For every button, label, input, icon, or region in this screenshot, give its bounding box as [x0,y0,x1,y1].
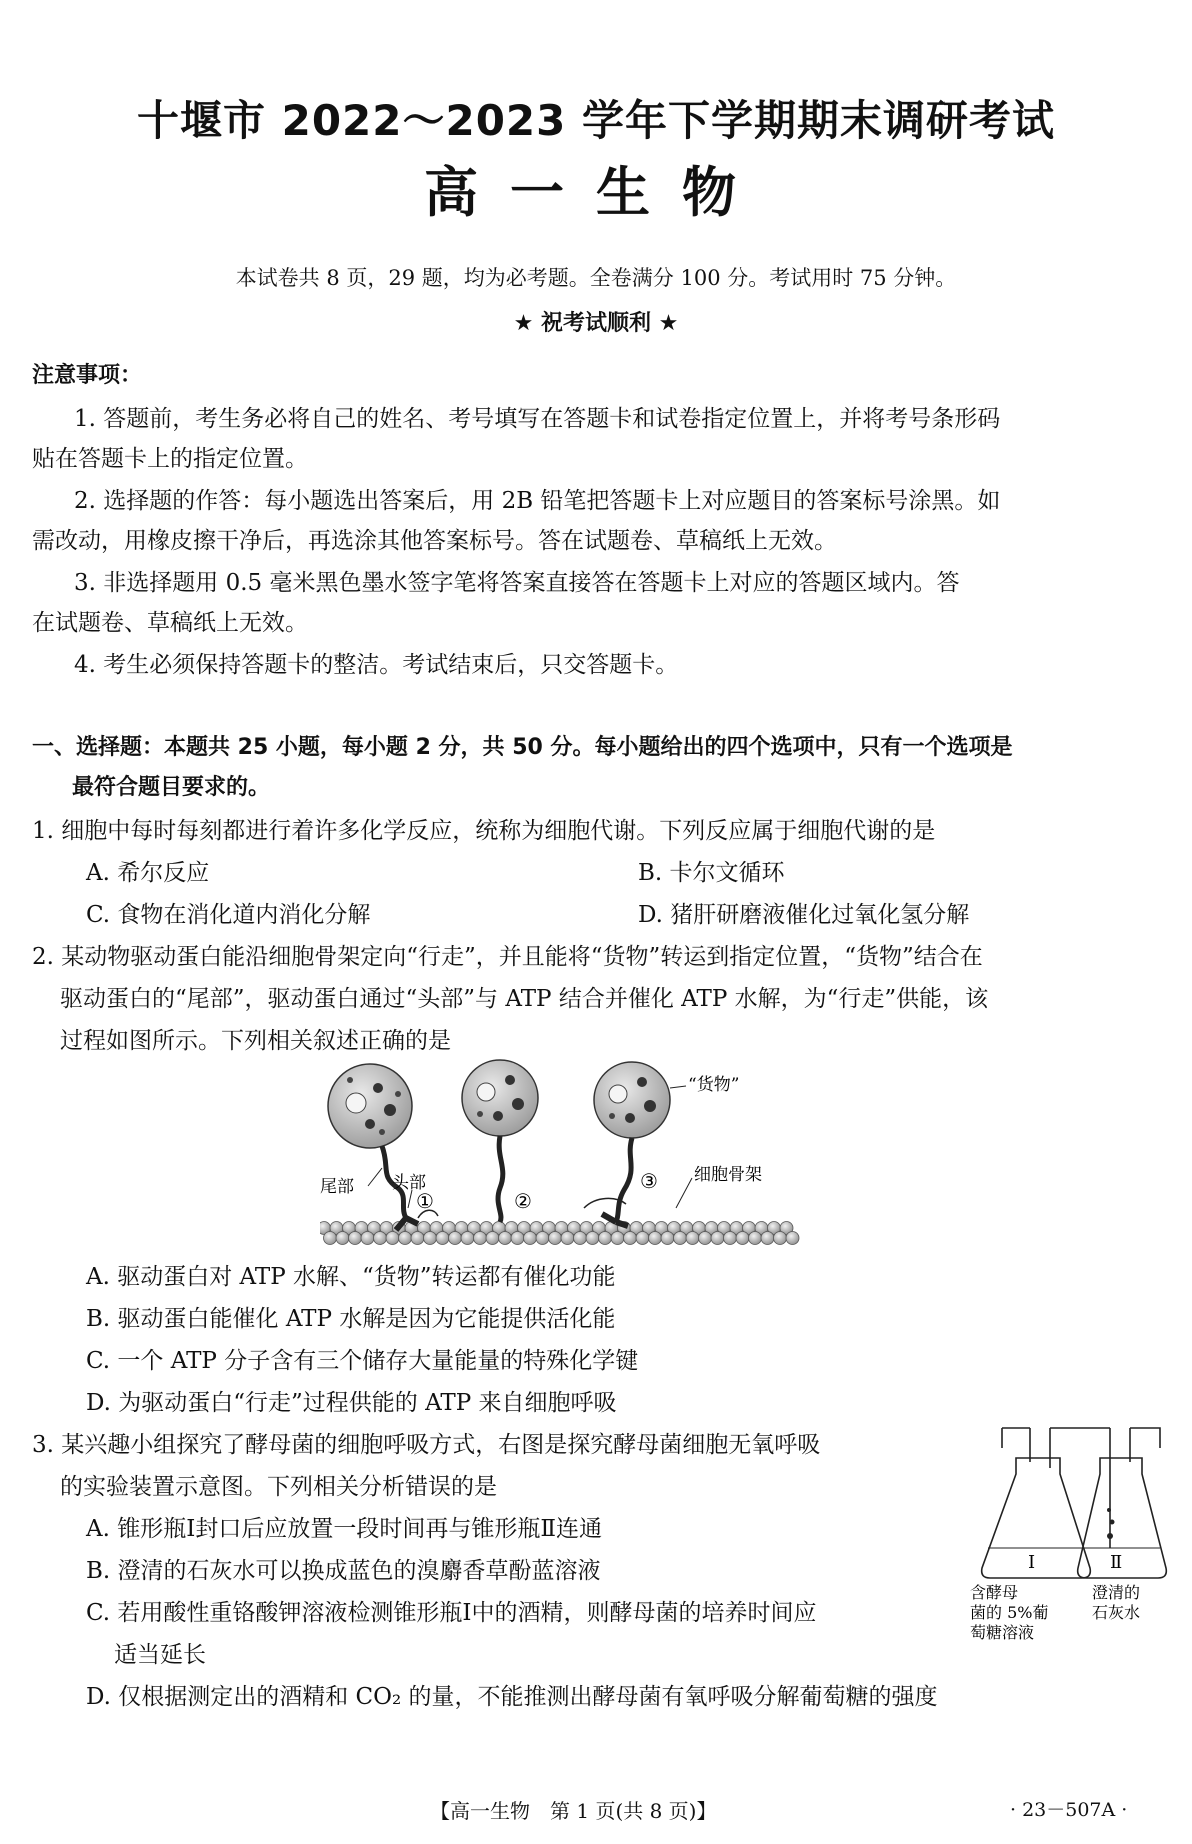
note-3-line-1: 3. 非选择题用 0.5 毫米黑色墨水签字笔将答案直接答在答题卡上对应的答题区域内。答 [74,570,960,596]
cytoskeleton-bead [736,1232,749,1245]
footer-exam-code: · 23－507A · [1010,1799,1128,1821]
exam-title: 十堰市 2022～2023 学年下学期期末调研考试 [136,96,1056,145]
kinesin-stalk-2 [498,1136,503,1222]
footer-page-info: 【高一生物 第 1 页(共 8 页)】 [430,1799,717,1823]
label-solution-2a: 澄清的 [1092,1583,1141,1602]
label-cytoskeleton: 细胞骨架 [694,1165,762,1185]
q1-option-b: B. 卡尔文循环 [638,860,785,886]
kinesin-figure [320,1058,800,1248]
q1-stem: 1. 细胞中每时每刻都进行着许多化学反应，统称为细胞代谢。下列反应属于细胞代谢的是 [32,818,936,844]
cytoskeleton-bead [549,1232,562,1245]
q3-option-b: B. 澄清的石灰水可以换成蓝色的溴麝香草酚蓝溶液 [86,1558,601,1584]
exam-subject: 高一生物 [424,161,768,224]
q3-option-c-line-1: C. 若用酸性重铬酸钾溶液检测锥形瓶Ⅰ中的酒精，则酵母菌的培养时间应 [86,1600,817,1626]
cytoskeleton-bead [774,1232,787,1245]
cytoskeleton-bead [649,1232,662,1245]
flask-1 [982,1458,1091,1578]
cytoskeleton-bead [611,1232,624,1245]
q2-stem-line-1: 2. 某动物驱动蛋白能沿细胞骨架定向“行走”，并且能将“货物”转运到指定位置，“货物”结合在 [32,944,983,970]
label-flask-2: Ⅱ [1110,1552,1123,1573]
cytoskeleton-bead [636,1232,649,1245]
tail-pointer [368,1168,382,1186]
cytoskeleton-bead [324,1232,337,1245]
note-3-line-2: 在试题卷、草稿纸上无效。 [32,610,308,636]
cytoskeleton-bead [361,1232,374,1245]
cytoskeleton-bead [436,1232,449,1245]
note-1-line-2: 贴在答题卡上的指定位置。 [32,446,308,472]
section-heading-line-1: 一、选择题：本题共 25 小题，每小题 2 分，共 50 分。每小题给出的四个选项中，只有一个选项是 [32,735,1013,760]
label-head: 头部 [392,1173,426,1193]
q3-stem-line-2: 的实验装置示意图。下列相关分析错误的是 [60,1474,497,1500]
q2-option-a: A. 驱动蛋白对 ATP 水解、“货物”转运都有催化功能 [86,1264,616,1290]
cytoskeleton-bead [686,1232,699,1245]
q2-stem-line-2: 驱动蛋白的“尾部”，驱动蛋白通过“头部”与 ATP 结合并催化 ATP 水解，为“行走”供能，该 [60,986,989,1012]
q3-option-d: D. 仅根据测定出的酒精和 CO₂ 的量，不能推测出酵母菌有氧呼吸分解葡萄糖的强度 [86,1684,938,1710]
cytoskeleton-bead [511,1232,524,1245]
cytoskeleton-bead [674,1232,687,1245]
label-step-2: ② [514,1189,532,1213]
cytoskeleton-bead [561,1232,574,1245]
q1-option-d: D. 猪肝研磨液催化过氧化氢分解 [638,902,970,928]
cytoskeleton-bead [624,1232,637,1245]
cytoskeleton-bead [761,1232,774,1245]
cytoskeleton-bead [386,1232,399,1245]
q3-stem-line-1: 3. 某兴趣小组探究了酵母菌的细胞呼吸方式，右图是探究酵母菌细胞无氧呼吸 [32,1432,821,1458]
note-2-line-1: 2. 选择题的作答：每小题选出答案后，用 2B 铅笔把答题卡上对应题目的答案标号涂黑。如 [74,488,1001,514]
cytoskeleton-bead [586,1232,599,1245]
note-2-line-2: 需改动，用橡皮擦干净后，再选涂其他答案标号。答在试题卷、草稿纸上无效。 [32,528,837,554]
cytoskeleton-bead [786,1232,799,1245]
q1-option-a: A. 希尔反应 [86,860,210,886]
note-4: 4. 考生必须保持答题卡的整洁。考试结束后，只交答题卡。 [74,652,679,678]
tube-inlet-1 [1002,1428,1030,1462]
label-flask-1: Ⅰ [1028,1552,1036,1573]
cargo-vesicle-2 [462,1060,538,1136]
q2-stem-line-3: 过程如图所示。下列相关叙述正确的是 [60,1028,451,1054]
q3-option-c-line-2: 适当延长 [114,1642,206,1668]
cytoskeleton-bead [424,1232,437,1245]
cytoskeleton-bead [474,1232,487,1245]
label-solution-1a: 含酵母 [970,1583,1019,1602]
connecting-tube [1050,1428,1110,1548]
cytoskeleton-bead [749,1232,762,1245]
cytoskeleton-bead [374,1232,387,1245]
exam-info: 本试卷共 8 页，29 题，均为必考题。全卷满分 100 分。考试用时 75 分钟。 [235,266,957,290]
cytoskeleton-bead [574,1232,587,1245]
cargo-pointer [670,1086,686,1088]
label-solution-1b: 菌的 5%葡 [970,1603,1049,1622]
cytoskeleton-bead [336,1232,349,1245]
label-step-3: ③ [640,1169,658,1193]
cargo-vesicle-1 [328,1064,412,1148]
kinesin-stalk-3 [616,1138,632,1222]
label-solution-2b: 石灰水 [1092,1603,1141,1622]
q3-option-a: A. 锥形瓶Ⅰ封口后应放置一段时间再与锥形瓶Ⅱ连通 [86,1516,602,1542]
cytoskeleton-bead [524,1232,537,1245]
cytoskeleton-bead [399,1232,412,1245]
q2-option-d: D. 为驱动蛋白“行走”过程供能的 ATP 来自细胞呼吸 [86,1390,617,1416]
exam-wish: ★ 祝考试顺利 ★ [513,311,679,336]
section-heading-line-2: 最符合题目要求的。 [72,775,271,800]
cytoskeleton-bead [599,1232,612,1245]
q1-option-c: C. 食物在消化道内消化分解 [86,902,371,928]
cytoskeleton-bead [449,1232,462,1245]
tube-outlet-2 [1130,1428,1160,1462]
skeleton-pointer [676,1178,692,1208]
cytoskeleton-bead [661,1232,674,1245]
cytoskeleton-bead [349,1232,362,1245]
cargo-vesicle-3 [594,1062,670,1138]
q2-option-c: C. 一个 ATP 分子含有三个储存大量能量的特殊化学键 [86,1348,639,1374]
cytoskeleton-bead [711,1232,724,1245]
cytoskeleton-bead [699,1232,712,1245]
label-tail: 尾部 [320,1177,354,1197]
cytoskeleton-bead [724,1232,737,1245]
notes-heading: 注意事项： [32,363,143,388]
cytoskeleton-bead [486,1232,499,1245]
label-cargo: “货物” [688,1075,740,1095]
cytoskeleton-bead [461,1232,474,1245]
q2-option-b: B. 驱动蛋白能催化 ATP 水解是因为它能提供活化能 [86,1306,616,1332]
label-solution-1c: 萄糖溶液 [970,1623,1035,1642]
cytoskeleton-bead [536,1232,549,1245]
cytoskeleton-filament [320,1222,799,1245]
cytoskeleton-bead [411,1232,424,1245]
label-step-1: ① [416,1189,434,1213]
note-1-line-1: 1. 答题前，考生务必将自己的姓名、考号填写在答题卡和试卷指定位置上，并将考号条形码 [74,406,1001,432]
yeast-apparatus-figure [970,1418,1170,1650]
cytoskeleton-bead [499,1232,512,1245]
